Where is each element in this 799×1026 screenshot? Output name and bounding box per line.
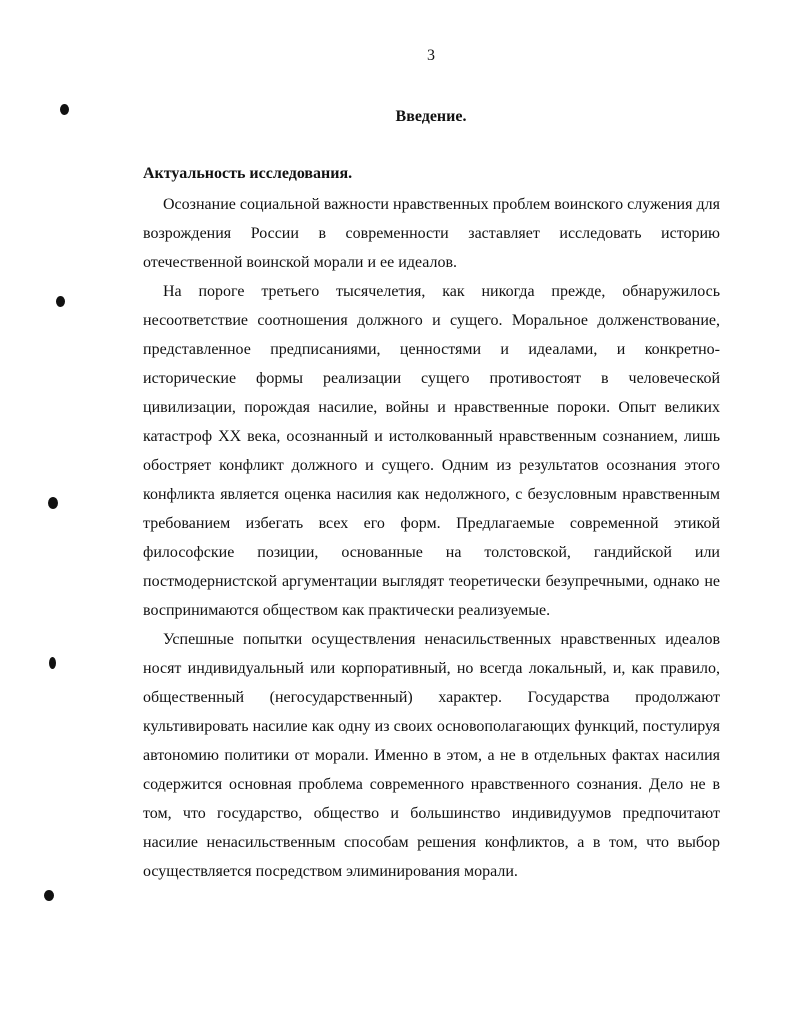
- binding-hole-mark: [60, 104, 69, 115]
- binding-hole-mark: [44, 890, 54, 901]
- section-title: Актуальность исследования.: [143, 165, 353, 182]
- binding-hole-mark: [49, 657, 56, 669]
- paragraph-2: На пороге третьего тысячелетия, как никогда прежде, обнаружилось несоответствие соотношения должного и сущего. Моральное долженствование, представленное предписаниями, ценностями и идеалами, и конкретно-исторические формы реализации сущего противостоят в человеческой цивилизации, порождая насилие, войны и нравственные пороки. Опыт великих катастроф XX века, осознанный и истолкованный нравственным сознанием, лишь обостряет конфликт должного и сущего. Одним из результатов осознания этого конфликта является оценка насилия как недолжного, с безусловным нравственным требованием избегать всех его форм. Предлагаемые современной этикой философские позиции, основанные на толстовской, гандийской или постмодернистской аргументации выглядят теоретически безупречными, однако не воспринимаются обществом как практически реализуемые.: [143, 283, 720, 619]
- paragraph-1: Осознание социальной важности нравственных проблем воинского служения для возрождения России в современности заставляет исследовать историю отечественной воинской морали и ее идеалов.: [143, 196, 720, 271]
- paragraph-3: Успешные попытки осуществления ненасильственных нравственных идеалов носят индивидуальный или корпоративный, но всегда локальный, и, как правило, общественный (негосударственный) характер. Государства продолжают культивировать насилие как одну из своих основополагающих функций, постулируя автономию политики от морали. Именно в этом, а не в отдельных фактах насилия содержится основная проблема современного нравственного сознания. Дело не в том, что государство, общество и большинство индивидуумов предпочитают насилие ненасильственным способам решения конфликтов, а в том, что выбор осуществляется посредством элиминирования морали.: [143, 631, 720, 880]
- page-number: 3: [427, 47, 435, 64]
- body-text: [143, 190, 720, 886]
- binding-hole-mark: [48, 497, 58, 509]
- page-title: Введение.: [395, 108, 467, 125]
- binding-hole-mark: [56, 296, 65, 307]
